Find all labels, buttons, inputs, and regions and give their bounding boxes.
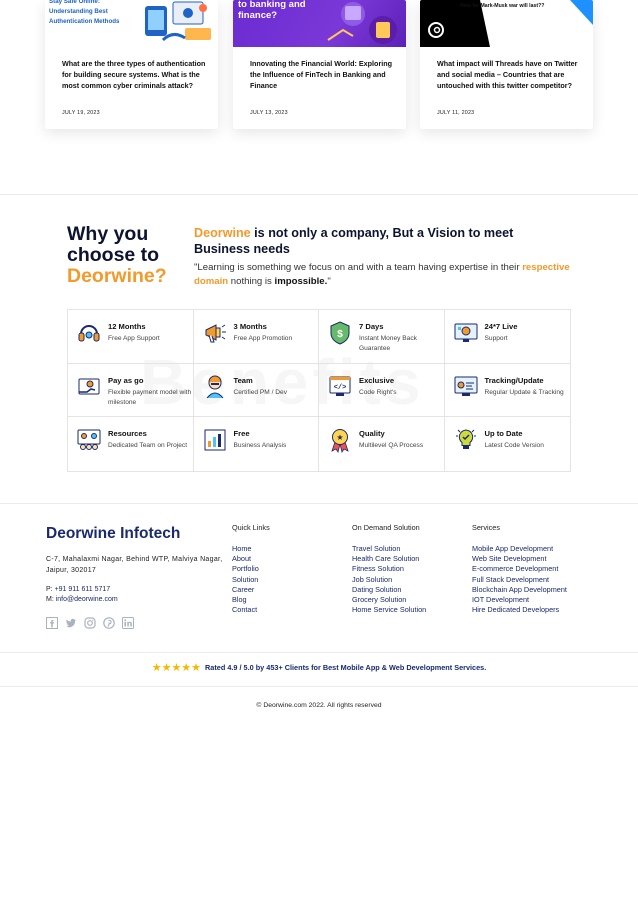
footer-link-home-service[interactable]: Home Service Solution <box>352 605 427 615</box>
benefit-title: Resources <box>108 429 147 439</box>
benefit-item <box>68 364 194 418</box>
blog-card-2[interactable] <box>233 0 406 129</box>
blog-card-date: JULY 13, 2023 <box>250 110 288 116</box>
money-shield-icon <box>327 320 353 346</box>
benefit-title: Up to Date <box>484 429 523 439</box>
vision-brand: Deorwine <box>194 226 251 240</box>
benefit-desc: Instant Money Back Guarantee <box>359 335 417 352</box>
blog-card-date: JULY 11, 2023 <box>437 110 475 116</box>
quote-text: "Learning is something we focus on and with a team having expertise in their <box>194 262 523 273</box>
footer-link-blog[interactable]: Blog <box>232 595 247 605</box>
footer-link-blockchain[interactable]: Blockchain App Development <box>472 584 567 594</box>
benefit-title: 3 Months <box>233 322 267 331</box>
blog-card-thumbnail[interactable] <box>45 0 218 47</box>
footer-link-portfolio[interactable]: Portfolio <box>232 564 259 574</box>
vision-text: is not only a company, But a Vision to meet Business needs <box>194 226 514 256</box>
blog-card-thumbnail[interactable] <box>420 0 593 47</box>
footer-link-dating[interactable]: Dating Solution <box>352 584 402 594</box>
tracking-screen-icon <box>453 374 479 400</box>
quality-badge-icon <box>327 427 353 453</box>
email-label: M: <box>46 596 54 603</box>
payment-hand-icon <box>76 374 102 400</box>
benefit-desc: Regular Update & Tracking <box>484 388 564 396</box>
phone-label: P: <box>46 586 53 593</box>
analysis-chart-icon <box>202 427 228 453</box>
thumbnail-caption: How far Mark-Musk war will last?? <box>460 3 545 9</box>
benefit-item <box>319 310 445 364</box>
footer-link-iot[interactable]: IOT Development <box>472 595 530 605</box>
benefit-item <box>68 310 194 364</box>
blog-cards-row <box>45 0 595 130</box>
benefit-item <box>68 417 194 471</box>
blog-card-3[interactable] <box>420 0 593 129</box>
thumbnail-caption: to banking and finance? <box>238 0 306 21</box>
social-links <box>46 616 134 628</box>
footer-link-web-site[interactable]: Web Site Development <box>472 554 547 564</box>
footer-column-heading: Quick Links <box>232 523 270 532</box>
footer-link-ecommerce[interactable]: E-commerce Development <box>472 564 559 574</box>
footer-link-about[interactable]: About <box>232 554 252 564</box>
footer-link-fitness[interactable]: Fitness Solution <box>352 564 404 574</box>
benefit-item <box>445 364 571 418</box>
rating-text: Rated 4.9 / 5.0 by 453+ Clients for Best Mobile App & Web Development Services. <box>205 663 487 672</box>
heading-line: choose to <box>67 244 160 266</box>
benefit-desc: Free App Support <box>108 335 160 342</box>
quote-text: " <box>327 276 331 287</box>
resources-team-icon <box>76 427 102 453</box>
quote-accent: respective domain <box>194 262 570 287</box>
footer-link-contact[interactable]: Contact <box>232 605 258 615</box>
svg-text:</>: </> <box>333 383 347 392</box>
benefit-title: 24*7 Live <box>484 322 518 331</box>
email-link[interactable]: info@deorwine.com <box>55 596 118 603</box>
benefits-grid <box>67 309 571 472</box>
footer-column-heading: Services <box>472 523 500 532</box>
benefit-desc: Dedicated Team on Project <box>108 442 188 450</box>
thumbnail-caption: Stay Safe Online: Understanding Best Authentication Methods <box>49 0 120 25</box>
benefit-desc: Business Analysis <box>233 442 287 450</box>
why-choose-heading <box>67 224 187 287</box>
footer-link-career[interactable]: Career <box>232 584 255 594</box>
benefit-item <box>319 417 445 471</box>
heading-accent: Deorwine? <box>67 265 167 287</box>
benefit-item <box>319 364 445 418</box>
monitor-support-icon <box>453 320 479 346</box>
blog-card-title[interactable]: What are the three types of authentication for building secure systems. What is the most common cyber criminals attack? <box>62 59 206 90</box>
vision-statement <box>194 225 564 257</box>
blog-card-date: JULY 19, 2023 <box>62 110 100 116</box>
footer-link-job[interactable]: Job Solution <box>352 574 393 584</box>
footer-column-heading: On Demand Solution <box>352 523 420 532</box>
benefit-item <box>194 310 320 364</box>
blog-card-thumbnail[interactable] <box>233 0 406 47</box>
fintech-illustration-icon <box>233 0 406 47</box>
footer-link-home[interactable]: Home <box>232 544 252 553</box>
benefit-item <box>194 364 320 418</box>
benefit-item <box>445 310 571 364</box>
copyright-text: © Deorwine.com 2022. All rights reserved <box>256 702 382 709</box>
heading-line: Why you <box>67 223 149 245</box>
lightbulb-check-icon <box>453 427 479 453</box>
expertise-quote <box>194 261 574 289</box>
svg-text:$: $ <box>337 329 343 340</box>
blog-card-title[interactable]: What impact will Threads have on Twitter and social media – Countries that are untouched with this twitter competitor? <box>437 59 578 90</box>
rating-stars-icon: ★★★★★ <box>151 662 202 674</box>
benefit-title: Team <box>233 375 253 385</box>
code-screen-icon <box>327 374 353 400</box>
footer-contact <box>46 585 118 605</box>
blog-card-title[interactable]: Innovating the Financial World: Exploring the Influence of FinTech in Banking and Finance <box>250 59 393 90</box>
rating-bar <box>0 661 638 674</box>
benefit-desc: Code Right's <box>359 388 397 396</box>
section-divider <box>0 503 638 504</box>
benefit-desc: Support <box>484 335 508 342</box>
footer-link-grocery[interactable]: Grocery Solution <box>352 595 407 605</box>
benefit-title: Quality <box>359 429 385 439</box>
benefit-desc: Free App Promotion <box>233 335 293 342</box>
twitter-icon[interactable] <box>65 616 77 628</box>
linkedin-icon[interactable] <box>122 616 134 628</box>
phone-link[interactable]: +91 911 611 5717 <box>54 586 111 593</box>
benefit-desc: Certified PM / Dev <box>233 388 287 396</box>
svg-text:★: ★ <box>336 433 344 443</box>
benefit-title: 7 Days <box>359 322 384 331</box>
team-person-icon <box>202 374 228 400</box>
section-divider <box>0 686 638 687</box>
headset-icon <box>76 320 102 346</box>
footer-column-quick-links <box>232 523 270 615</box>
benefit-title: Exclusive <box>359 375 395 385</box>
blog-card-1[interactable] <box>45 0 218 129</box>
footer-link-solution[interactable]: Solution <box>232 574 259 584</box>
benefit-desc: Multilevel QA Process <box>359 442 424 450</box>
security-illustration-icon <box>45 0 218 47</box>
footer-address: C-7, Mahalaxmi Nagar, Behind WTP, Malviya Nagar, Jaipur, 302017 <box>46 556 223 574</box>
section-divider <box>0 194 638 195</box>
footer-link-health-care[interactable]: Health Care Solution <box>352 554 420 564</box>
benefit-desc: Flexible payment model with milestone <box>108 388 192 406</box>
footer-column-services <box>472 523 567 615</box>
footer-link-mobile-app[interactable]: Mobile App Development <box>472 544 554 553</box>
footer-column-on-demand <box>352 523 426 615</box>
benefit-title: Free <box>233 429 250 439</box>
section-divider <box>0 652 638 653</box>
facebook-icon[interactable] <box>46 616 58 628</box>
benefit-title: Tracking/Update <box>484 375 544 385</box>
benefit-item <box>445 417 571 471</box>
instagram-icon[interactable] <box>84 616 96 628</box>
footer-link-travel[interactable]: Travel Solution <box>352 544 401 553</box>
benefit-item <box>194 417 320 471</box>
pinterest-icon[interactable] <box>103 616 115 628</box>
quote-bold: impossible. <box>274 276 328 287</box>
quote-text: nothing is <box>228 276 275 287</box>
benefit-title: 12 Months <box>108 322 146 331</box>
benefit-title: Pay as go <box>108 375 144 385</box>
footer-link-full-stack[interactable]: Full Stack Development <box>472 574 550 584</box>
benefit-desc: Latest Code Version <box>484 442 544 450</box>
footer-link-hire-developers[interactable]: Hire Dedicated Developers <box>472 605 560 615</box>
footer-brand[interactable]: Deorwine Infotech <box>46 525 181 542</box>
megaphone-icon <box>202 320 228 346</box>
